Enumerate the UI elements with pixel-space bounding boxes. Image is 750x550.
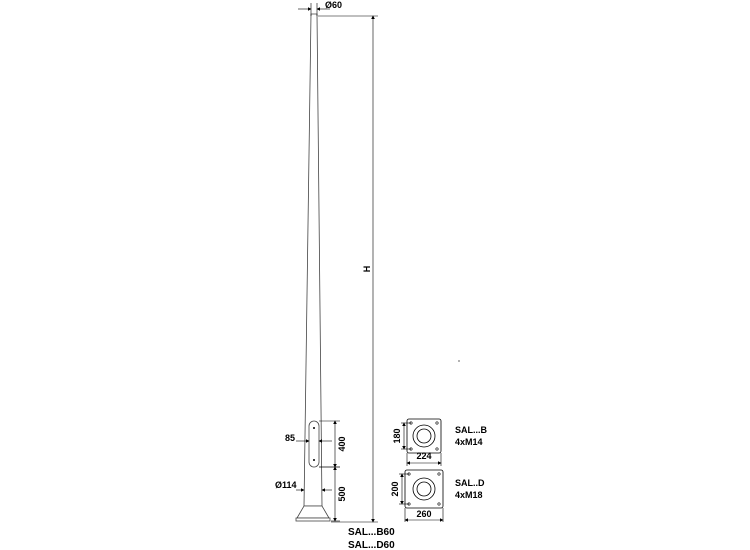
- door-offset-label: 85: [285, 433, 296, 443]
- plate-b-width: 224: [416, 451, 432, 461]
- plate-d-bolts: 4xM18: [455, 490, 483, 500]
- door-height-dimension: [319, 421, 347, 467]
- door-base-height-label: 500: [337, 486, 347, 502]
- door-height-label: 400: [337, 436, 347, 452]
- access-door: [309, 421, 319, 467]
- plate-b-bolt-spacing: 180: [392, 428, 402, 444]
- base-plate-b: [392, 419, 488, 466]
- base-diameter-dimension: [275, 480, 332, 490]
- plate-b-bolts: 4xM14: [455, 437, 483, 447]
- base-diameter-label: Ø114: [275, 480, 297, 490]
- top-diameter-dimension: [298, 0, 342, 16]
- model-name-2: SAL...D60: [348, 540, 395, 550]
- height-dimension: [318, 16, 378, 522]
- base-plate-d: [390, 470, 485, 522]
- top-diameter-label: Ø60: [325, 0, 343, 10]
- model-name-1: SAL...B60: [348, 527, 395, 538]
- plate-b-name: SAL...B: [455, 425, 488, 435]
- height-label: H: [362, 265, 372, 273]
- plate-d-name: SAL..D: [455, 478, 485, 488]
- plate-d-width: 260: [416, 509, 432, 519]
- plate-d-bolt-spacing: 200: [390, 481, 400, 497]
